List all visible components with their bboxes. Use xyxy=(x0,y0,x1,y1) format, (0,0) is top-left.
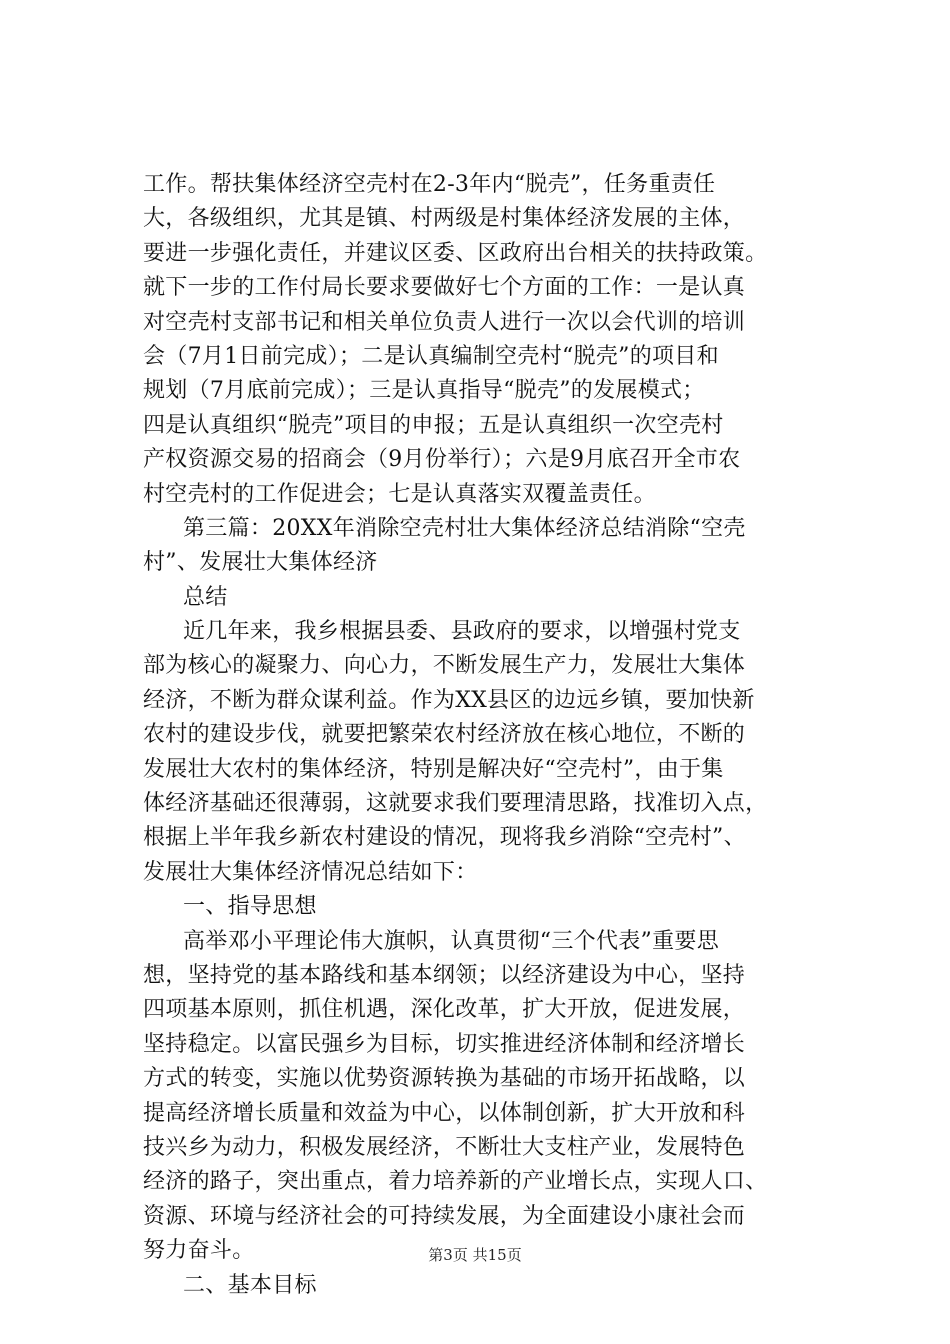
text-line: 近几年来，我乡根据县委、县政府的要求，以增强村党支 xyxy=(183,619,741,645)
text-line: 经济，不断为群众谋利益。作为XX县区的边远乡镇，要加快新 xyxy=(143,687,755,713)
text-line: 坚持稳定。以富民强乡为目标，切实推进经济体制和经济增长 xyxy=(143,1031,746,1057)
text-line: 经济的路子，突出重点，着力培养新的产业增长点，实现人口、 xyxy=(143,1169,768,1195)
text-line: 资源、环境与经济社会的可持续发展，为全面建设小康社会而 xyxy=(143,1203,746,1229)
text-line: 高举邓小平理论伟大旗帜，认真贯彻“三个代表”重要思 xyxy=(183,928,719,954)
text-line: 体经济基础还很薄弱，这就要求我们要理清思路，找准切入点， xyxy=(143,791,768,817)
text-line: 就下一步的工作付局长要求要做好七个方面的工作：一是认真 xyxy=(143,275,746,301)
document-body xyxy=(143,168,833,1303)
heading-basic-goals: 二、基本目标 xyxy=(183,1272,317,1298)
text-line: 根据上半年我乡新农村建设的情况，现将我乡消除“空壳村”、 xyxy=(143,825,746,851)
text-line: 努力奋斗。 xyxy=(143,1238,255,1264)
text-line: 四项基本原则，抓住机遇，深化改革，扩大开放，促进发展， xyxy=(143,997,746,1023)
text-line: 规划（7月底前完成）；三是认真指导“脱壳”的发展模式； xyxy=(143,378,705,404)
text-line: 对空壳村支部书记和相关单位负责人进行一次以会代训的培训 xyxy=(143,309,746,335)
section-title: 第三篇：20XX年消除空壳村壮大集体经济总结消除“空壳 xyxy=(183,515,746,541)
text-line: 发展壮大集体经济情况总结如下： xyxy=(143,859,478,885)
text-line: 提高经济增长质量和效益为中心，以体制创新，扩大开放和科 xyxy=(143,1100,746,1126)
text-line: 要进一步强化责任，并建议区委、区政府出台相关的扶持政策。 xyxy=(143,240,768,266)
text-line: 大，各级组织，尤其是镇、村两级是村集体经济发展的主体， xyxy=(143,206,746,232)
text-line: 技兴乡为动力，积极发展经济，不断壮大支柱产业，发展特色 xyxy=(143,1134,746,1160)
text-line: 四是认真组织“脱壳”项目的申报；五是认真组织一次空壳村 xyxy=(143,412,724,438)
text-line: 发展壮大农村的集体经济，特别是解决好“空壳村”，由于集 xyxy=(143,756,724,782)
text-line: 会（7月1日前完成）；二是认真编制空壳村“脱壳”的项目和 xyxy=(143,343,719,369)
text-line: 方式的转变，实施以优势资源转换为基础的市场开拓战略，以 xyxy=(143,1066,746,1092)
text-line: 工作。帮扶集体经济空壳村在2-3年内“脱壳”，任务重责任 xyxy=(143,172,716,197)
text-line: 村空壳村的工作促进会；七是认真落实双覆盖责任。 xyxy=(143,481,656,507)
page-number-footer: 第3页 共15页 xyxy=(428,1246,522,1264)
section-subtitle: 总结 xyxy=(183,584,228,610)
text-line: 部为核心的凝聚力、向心力，不断发展生产力，发展壮大集体 xyxy=(143,653,746,679)
section-title-cont: 村”、发展壮大集体经济 xyxy=(143,550,378,576)
heading-guiding-thought: 一、指导思想 xyxy=(183,894,317,920)
text-line: 想，坚持党的基本路线和基本纲领；以经济建设为中心，坚持 xyxy=(143,962,746,988)
text-line: 产权资源交易的招商会（9月份举行）；六是9月底召开全市农 xyxy=(143,447,741,473)
text-line: 农村的建设步伐，就要把繁荣农村经济放在核心地位，不断的 xyxy=(143,722,746,748)
